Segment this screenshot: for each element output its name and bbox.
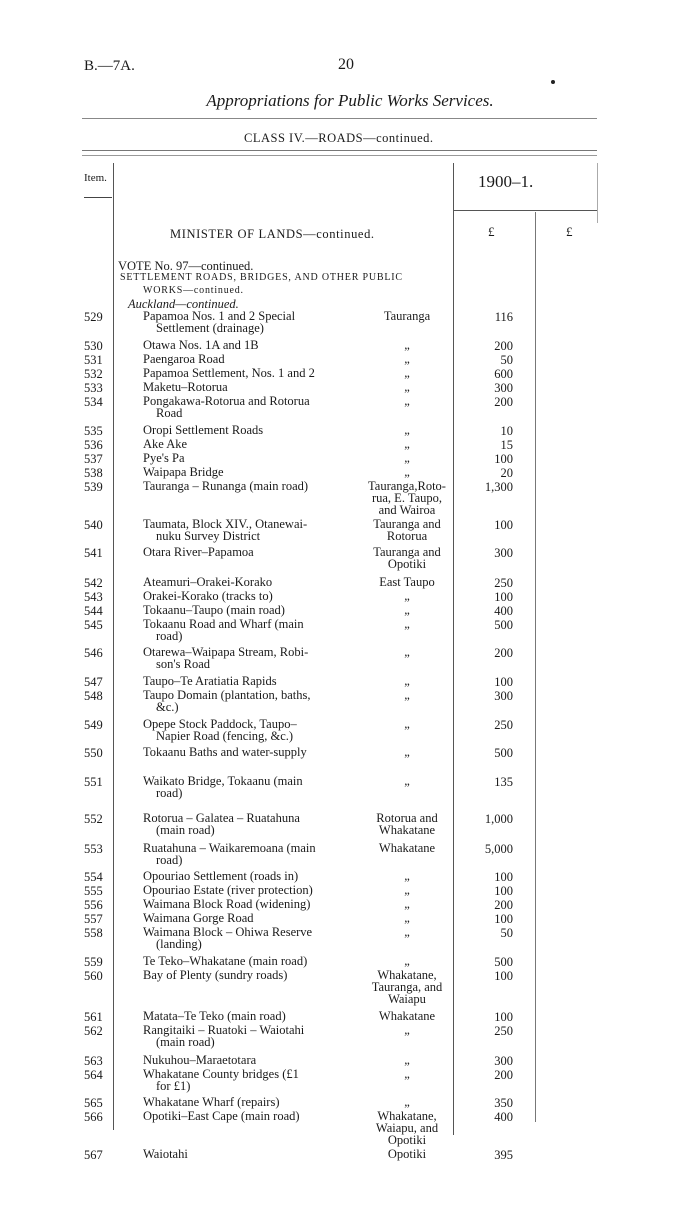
item-number: 532 xyxy=(84,367,103,381)
item-amount: 200 xyxy=(494,646,513,660)
item-number: 531 xyxy=(84,353,103,367)
item-location: Tauranga and Rotorua xyxy=(373,517,441,543)
item-description: Nukuhou–Maraetotara xyxy=(143,1053,257,1067)
item-number: 539 xyxy=(84,480,103,494)
item-description: Pongakawa-Rotorua and Rotorua Road xyxy=(143,394,310,420)
item-amount: 116 xyxy=(494,310,513,324)
item-description: Tokaanu Road and Wharf (main road) xyxy=(143,617,304,643)
item-description: Opouriao Estate (river protection) xyxy=(143,883,313,897)
divider xyxy=(82,150,597,151)
item-number: 533 xyxy=(84,381,103,395)
item-description: Paengaroa Road xyxy=(143,352,225,366)
item-description: Otarewa–Waipapa Stream, Robi- son's Road xyxy=(143,645,309,671)
item-location: „ xyxy=(404,745,410,759)
currency-header: £ xyxy=(566,224,573,239)
item-description: Pye's Pa xyxy=(143,451,185,465)
year-column-header: 1900–1. xyxy=(478,172,534,191)
item-amount: 100 xyxy=(494,452,513,466)
item-location: „ xyxy=(404,883,410,897)
page-number: 20 xyxy=(338,56,354,73)
item-amount: 10 xyxy=(500,424,513,438)
subhead: WORKS—continued. xyxy=(143,285,244,296)
item-description: Orakei-Korako (tracks to) xyxy=(143,589,273,603)
item-amount: 100 xyxy=(494,870,513,884)
item-description: Rotorua – Galatea – Ruatahuna (main road) xyxy=(143,811,300,837)
ministry-heading: MINISTER OF LANDS—continued. xyxy=(170,227,375,241)
item-number: 544 xyxy=(84,604,103,618)
item-amount: 300 xyxy=(494,381,513,395)
item-amount: 200 xyxy=(494,395,513,409)
item-description: Matata–Te Teko (main road) xyxy=(143,1009,286,1023)
item-description: Ateamuri–Orakei-Korako xyxy=(143,575,273,589)
item-number: 552 xyxy=(84,812,103,826)
item-amount: 200 xyxy=(494,339,513,353)
item-description: Te Teko–Whakatane (main road) xyxy=(143,954,308,968)
item-amount: 200 xyxy=(494,1068,513,1082)
item-description: Papamoa Nos. 1 and 2 Special Settlement (drainage) xyxy=(143,309,296,335)
item-description: Taupo Domain (plantation, baths, &c.) xyxy=(143,688,311,714)
item-location: „ xyxy=(404,338,410,352)
item-location: „ xyxy=(404,1023,410,1037)
item-amount: 400 xyxy=(494,604,513,618)
item-description: Ruatahuna – Waikaremoana (main road) xyxy=(143,841,316,867)
subhead: SETTLEMENT ROADS, BRIDGES, AND OTHER PUBLIC xyxy=(120,272,403,283)
item-number: 538 xyxy=(84,466,103,480)
item-number: 556 xyxy=(84,898,103,912)
item-number: 545 xyxy=(84,618,103,632)
item-description: Tokaanu Baths and water-supply xyxy=(143,745,307,759)
item-description: Taumata, Block XIV., Otanewai- nuku Survey District xyxy=(143,517,308,543)
item-column-header: Item. xyxy=(84,172,107,184)
item-number: 555 xyxy=(84,884,103,898)
item-description: Whakatane Wharf (repairs) xyxy=(143,1095,280,1109)
item-number: 550 xyxy=(84,746,103,760)
item-amount: 500 xyxy=(494,746,513,760)
item-number: 564 xyxy=(84,1068,103,1082)
item-location: „ xyxy=(404,911,410,925)
item-amount: 50 xyxy=(500,926,513,940)
item-number: 553 xyxy=(84,842,103,856)
item-number: 554 xyxy=(84,870,103,884)
item-location: Tauranga and Opotiki xyxy=(373,545,441,571)
item-amount: 300 xyxy=(494,1054,513,1068)
divider xyxy=(82,118,597,119)
item-number: 567 xyxy=(84,1148,103,1162)
item-location: „ xyxy=(404,1053,410,1067)
item-amount: 15 xyxy=(500,438,513,452)
currency-header: £ xyxy=(488,224,495,239)
item-number: 561 xyxy=(84,1010,103,1024)
item-amount: 350 xyxy=(494,1096,513,1110)
item-location: „ xyxy=(404,645,410,659)
item-location: „ xyxy=(404,394,410,408)
item-number: 535 xyxy=(84,424,103,438)
item-description: Waipapa Bridge xyxy=(143,465,224,479)
item-amount: 300 xyxy=(494,689,513,703)
divider xyxy=(82,155,597,156)
item-number: 560 xyxy=(84,969,103,983)
item-location: Whakatane, Tauranga, and Waiapu xyxy=(371,968,443,1006)
item-description: Opepe Stock Paddock, Taupo– Napier Road (fencing, &c.) xyxy=(143,717,297,743)
item-description: Waikato Bridge, Tokaanu (main road) xyxy=(143,774,303,800)
item-location: Whakatane xyxy=(378,841,436,855)
item-amount: 100 xyxy=(494,884,513,898)
item-location: „ xyxy=(404,352,410,366)
item-number: 546 xyxy=(84,646,103,660)
item-amount: 500 xyxy=(494,955,513,969)
item-location: „ xyxy=(404,465,410,479)
item-description: Waimana Gorge Road xyxy=(143,911,254,925)
item-location: „ xyxy=(404,1067,410,1081)
item-number: 563 xyxy=(84,1054,103,1068)
column-rule xyxy=(597,163,598,223)
item-location: „ xyxy=(404,437,410,451)
column-rule xyxy=(535,212,536,1122)
column-rule xyxy=(453,163,454,1135)
item-number: 562 xyxy=(84,1024,103,1038)
item-description: Otawa Nos. 1A and 1B xyxy=(143,338,259,352)
item-location: „ xyxy=(404,589,410,603)
item-location: Tauranga,Roto- rua, E. Taupo, and Wairoa xyxy=(368,479,446,517)
region-heading: Auckland—continued. xyxy=(128,297,239,311)
item-location: „ xyxy=(404,423,410,437)
item-location: „ xyxy=(404,451,410,465)
item-number: 559 xyxy=(84,955,103,969)
item-amount: 400 xyxy=(494,1110,513,1124)
item-description: Waimana Block – Ohiwa Reserve (landing) xyxy=(143,925,313,951)
item-amount: 600 xyxy=(494,367,513,381)
item-number: 534 xyxy=(84,395,103,409)
item-amount: 250 xyxy=(494,1024,513,1038)
item-location: Whakatane, Waiapu, and Opotiki xyxy=(375,1109,439,1147)
item-location: „ xyxy=(404,617,410,631)
item-description: Taupo–Te Aratiatia Rapids xyxy=(143,674,277,688)
item-amount: 100 xyxy=(494,969,513,983)
item-amount: 20 xyxy=(500,466,513,480)
vote-heading: VOTE No. 97—continued. xyxy=(118,259,254,273)
item-location: „ xyxy=(404,603,410,617)
item-description: Tokaanu–Taupo (main road) xyxy=(143,603,285,617)
item-location: „ xyxy=(404,366,410,380)
item-description: Oropi Settlement Roads xyxy=(143,423,264,437)
item-location: „ xyxy=(404,954,410,968)
item-number: 566 xyxy=(84,1110,103,1124)
item-location: East Taupo xyxy=(379,575,435,589)
item-location: „ xyxy=(404,925,410,939)
item-number: 536 xyxy=(84,438,103,452)
item-amount: 135 xyxy=(494,775,513,789)
item-amount: 1,300 xyxy=(484,480,513,494)
divider xyxy=(84,197,112,198)
item-location: Tauranga xyxy=(383,309,431,323)
item-location: Rotorua and Whakatane xyxy=(376,811,438,837)
item-description: Opouriao Settlement (roads in) xyxy=(143,869,299,883)
item-location: „ xyxy=(404,688,410,702)
item-location: „ xyxy=(404,869,410,883)
item-location: „ xyxy=(404,380,410,394)
document-reference: B.—7A. xyxy=(84,58,135,74)
column-rule xyxy=(113,163,114,1130)
item-description: Papamoa Settlement, Nos. 1 and 2 xyxy=(143,366,315,380)
item-amount: 395 xyxy=(494,1148,513,1162)
item-location: „ xyxy=(404,717,410,731)
item-number: 558 xyxy=(84,926,103,940)
item-description: Opotiki–East Cape (main road) xyxy=(143,1109,300,1123)
item-number: 547 xyxy=(84,675,103,689)
item-number: 543 xyxy=(84,590,103,604)
item-description: Otara River–Papamoa xyxy=(143,545,254,559)
item-number: 565 xyxy=(84,1096,103,1110)
item-description: Waiotahi xyxy=(143,1147,188,1161)
item-location: Opotiki xyxy=(387,1147,427,1161)
item-number: 549 xyxy=(84,718,103,732)
item-description: Whakatane County bridges (£1 for £1) xyxy=(143,1067,299,1093)
item-description: Rangitaiki – Ruatoki – Waiotahi (main road) xyxy=(143,1023,305,1049)
item-amount: 250 xyxy=(494,576,513,590)
item-description: Waimana Block Road (widening) xyxy=(143,897,311,911)
item-number: 537 xyxy=(84,452,103,466)
item-number: 529 xyxy=(84,310,103,324)
item-description: Tauranga – Runanga (main road) xyxy=(143,479,309,493)
page-title: Appropriations for Public Works Services. xyxy=(206,91,494,110)
item-number: 530 xyxy=(84,339,103,353)
item-location: „ xyxy=(404,674,410,688)
item-amount: 50 xyxy=(500,353,513,367)
item-number: 540 xyxy=(84,518,103,532)
item-amount: 100 xyxy=(494,518,513,532)
item-number: 548 xyxy=(84,689,103,703)
item-amount: 500 xyxy=(494,618,513,632)
item-amount: 300 xyxy=(494,546,513,560)
item-amount: 250 xyxy=(494,718,513,732)
item-number: 551 xyxy=(84,775,103,789)
ink-dot xyxy=(551,80,555,84)
item-location: „ xyxy=(404,774,410,788)
item-number: 542 xyxy=(84,576,103,590)
item-number: 557 xyxy=(84,912,103,926)
item-description: Ake Ake xyxy=(143,437,188,451)
item-location: Whakatane xyxy=(378,1009,436,1023)
item-amount: 100 xyxy=(494,912,513,926)
item-description: Bay of Plenty (sundry roads) xyxy=(143,968,288,982)
item-location: „ xyxy=(404,897,410,911)
class-label: CLASS IV.—ROADS—continued. xyxy=(244,131,434,145)
item-amount: 100 xyxy=(494,1010,513,1024)
item-amount: 5,000 xyxy=(484,842,513,856)
item-amount: 100 xyxy=(494,675,513,689)
item-amount: 100 xyxy=(494,590,513,604)
divider xyxy=(453,210,597,211)
item-description: Maketu–Rotorua xyxy=(143,380,228,394)
item-number: 541 xyxy=(84,546,103,560)
item-amount: 200 xyxy=(494,898,513,912)
item-amount: 1,000 xyxy=(484,812,513,826)
item-location: „ xyxy=(404,1095,410,1109)
